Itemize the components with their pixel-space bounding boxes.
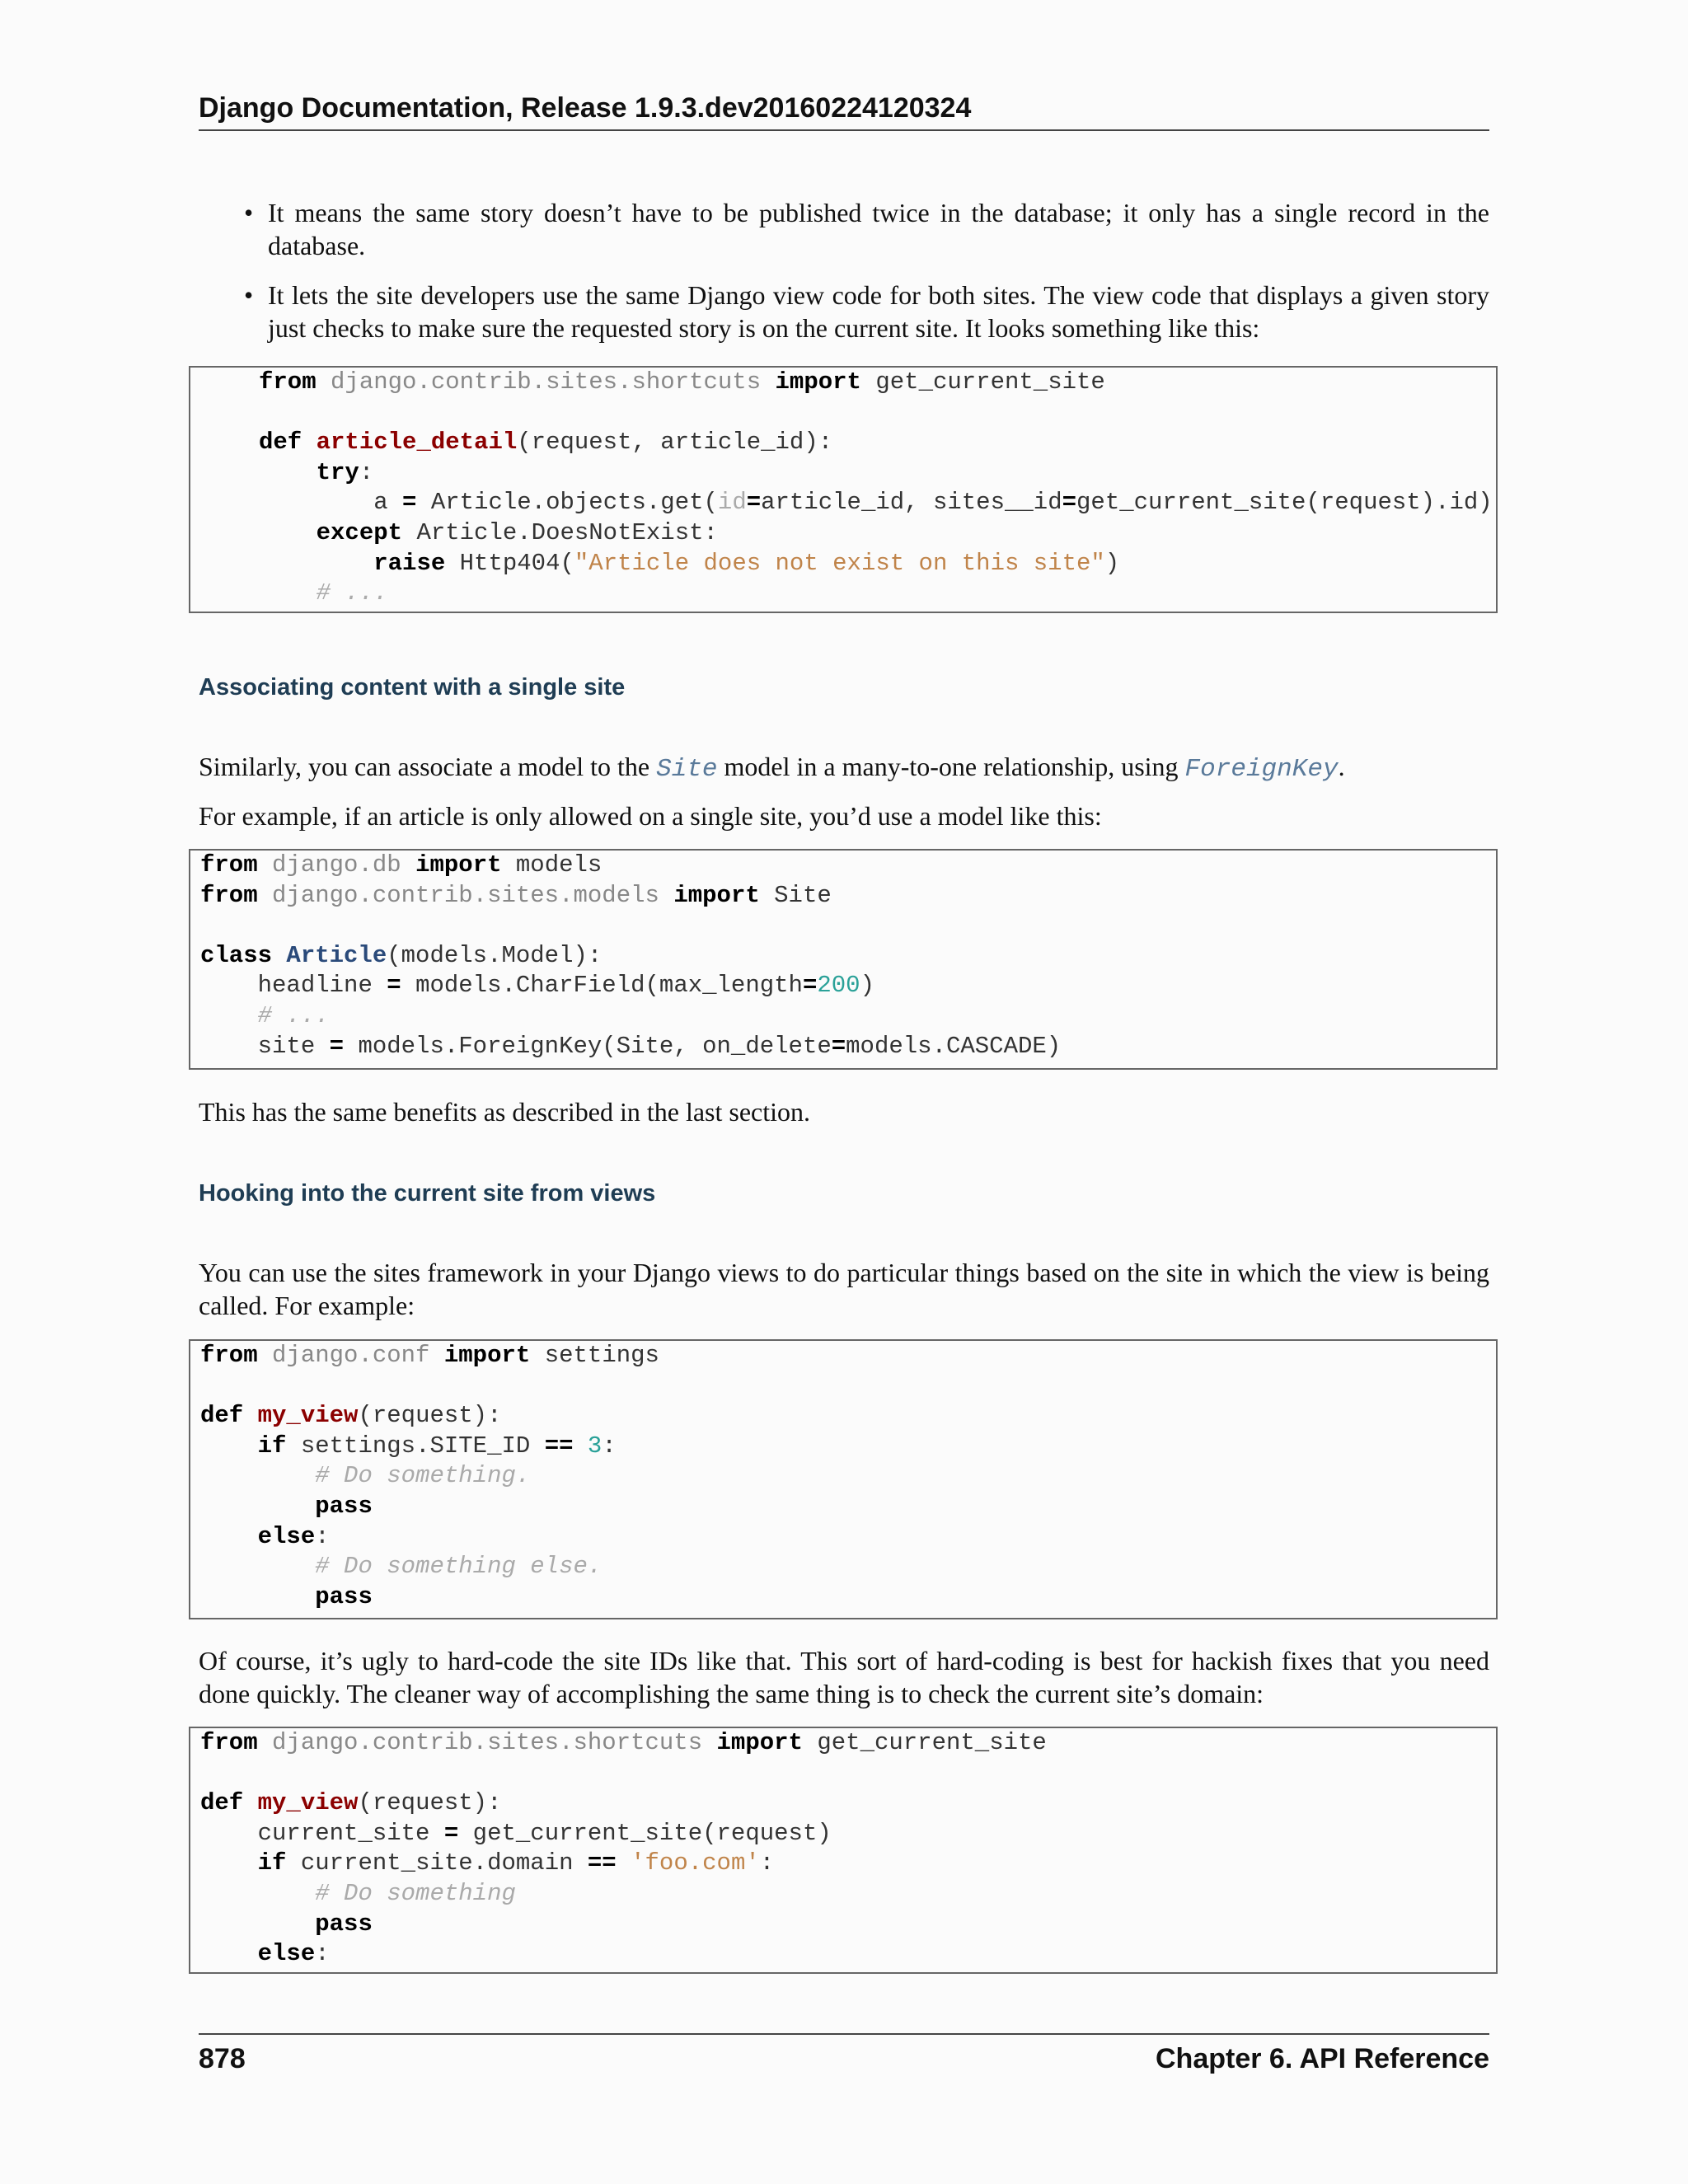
running-footer [199,2033,1489,2075]
section-heading: Associating content with a single site [199,674,626,701]
foreignkey-link[interactable]: ForeignKey [1184,755,1339,784]
code-block-article-detail [189,366,1498,613]
code-block-article-model [189,849,1498,1070]
list-item: • It means the same story doesn’t have to be published twice in the database; it only has a single record in the database. [244,198,1489,260]
paragraph: Of course, it’s ugly to hard-code the site IDs like that. This sort of hard-coding is best for hackish fixes that you need done quickly. The cleaner way of accomplishing the same thing is to check the current site’s domain: [199,1646,1489,1708]
chapter-title: Chapter 6. API Reference [1156,2043,1489,2074]
code-content: from django.conf import settings def my_view(request): if settings.SITE_ID == 3: # Do something. pass else: # Do something else. pass [200,1342,659,1610]
code-content: from django.contrib.sites.shortcuts import get_current_site def article_detail(request, article_id): try: a = Article.objects.get(id=article_id, sites__id=get_current_site(request).id) except Article.DoesNotExist: raise Http404("Article does not exist on this site") # ... [259,368,1493,607]
paragraph: Similarly, you can associate a model to the Site model in a many-to-one relationship, using ForeignKey. [199,752,1345,784]
list-item: • It lets the site developers use the same Django view code for both sites. The view code that displays a given story just checks to make sure the requested story is on the current site. It looks something like this: [244,280,1489,343]
code-block-my-view-settings [189,1339,1498,1619]
site-model-link[interactable]: Site [656,755,718,784]
bullet-icon: • [244,280,254,310]
running-header: Django Documentation, Release 1.9.3.dev20160224120324 [199,92,1489,131]
code-content: from django.db import models from django.contrib.sites.models import Site class Article(models.Model): headline = models.CharField(max_length=200) # ... site = models.ForeignKey(Site, on_delete=models.CASCADE) [200,851,1062,1060]
paragraph: You can use the sites framework in your Django views to do particular things based on the site in which the view is being called. For example: [199,1258,1489,1320]
section-heading: Hooking into the current site from views [199,1180,656,1207]
bullet-icon: • [244,198,254,227]
bullet-list [199,196,1489,361]
code-content: from django.contrib.sites.shortcuts import get_current_site def my_view(request): current_site = get_current_site(request) if current_site.domain == 'foo.com': # Do something pass else: [200,1729,1047,1968]
paragraph: For example, if an article is only allowed on a single site, you’d use a model like this: [199,801,1102,831]
code-block-my-view-domain [189,1727,1498,1974]
paragraph: This has the same benefits as described in the last section. [199,1097,811,1127]
page-number: 878 [199,2043,246,2074]
